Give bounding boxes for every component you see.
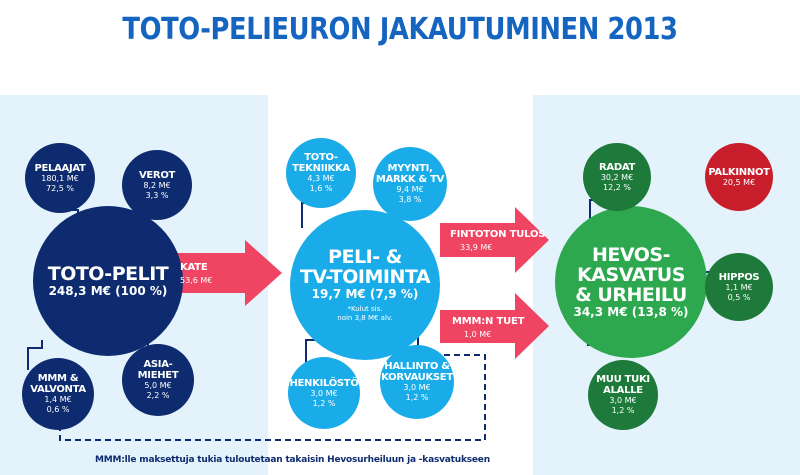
asiamiehet-title-line2: MIEHET <box>137 370 179 381</box>
page-title: TOTO-PELIEURON JAKAUTUMINEN 2013 <box>122 12 678 47</box>
fintoton-title: FINTOTON TULOS <box>450 229 546 240</box>
muu-tuki-title-line2: ALALLE <box>603 385 643 396</box>
peli-tv-note-line2: noin 3,8 M€ alv. <box>337 314 393 322</box>
pelaajat-circle <box>25 143 95 213</box>
asiamiehet-circle <box>122 344 194 416</box>
tototekniikka-title-line1: TOTO- <box>304 152 338 163</box>
myynti-circle <box>373 147 447 221</box>
tototekniikka-circle <box>286 138 356 208</box>
mmm-pct: 0,6 % <box>46 405 70 414</box>
hallinto-circle <box>380 345 454 419</box>
palkinnot-circle <box>705 143 773 211</box>
peli-tv-value: 19,7 M€ (7,9 %) <box>311 287 419 301</box>
hevoskasvatus-circle <box>555 206 707 358</box>
myynti-title-line1: MYYNTI, <box>387 163 433 174</box>
fintoton-value: 33,9 M€ <box>460 243 493 252</box>
hevoskasvatus-value: 34,3 M€ (13,8 %) <box>573 304 689 319</box>
hallinto-title-line1: HALLINTO & <box>384 361 450 372</box>
tototekniikka-value: 4,3 M€ <box>307 174 335 183</box>
henkilosto-circle <box>288 357 360 429</box>
pelaajat-title: PELAAJAT <box>34 162 86 174</box>
asiamiehet-value: 5,0 M€ <box>144 381 172 390</box>
radat-value: 30,2 M€ <box>600 172 634 182</box>
pelaajat-value: 180,1 M€ <box>41 173 79 183</box>
verot-circle <box>122 150 192 220</box>
mmm-title-line1: MMM & <box>37 373 79 384</box>
verot-pct: 3,3 % <box>145 190 169 200</box>
verot-value: 8,2 M€ <box>143 180 171 190</box>
kate-title: KATE <box>180 262 208 273</box>
tototekniikka-pct: 1,6 % <box>309 184 333 193</box>
mmm-title-line2: VALVONTA <box>30 384 86 395</box>
radat-circle <box>583 143 651 211</box>
hippos-circle <box>705 253 773 321</box>
henkilosto-pct: 1,2 % <box>312 398 336 408</box>
muu-tuki-value: 3,0 M€ <box>609 396 637 405</box>
myynti-pct: 3,8 % <box>398 195 422 204</box>
verot-title: VEROT <box>138 169 176 181</box>
peli-tv-circle <box>290 210 440 360</box>
hippos-value: 1,1 M€ <box>725 282 753 292</box>
palkinnot-title: PALKINNOT <box>708 166 770 178</box>
mmm-tuet-title: MMM:N TUET <box>452 316 525 327</box>
hevoskasvatus-title-line1: HEVOS- <box>592 243 670 266</box>
myynti-title-line2: MARKK & TV <box>375 174 445 185</box>
hippos-title: HIPPOS <box>718 271 760 283</box>
hippos-pct: 0,5 % <box>727 292 751 302</box>
peli-tv-title-line2: TV-TOIMINTA <box>299 266 431 288</box>
muu-tuki-title-line1: MUU TUKI <box>596 374 650 385</box>
mmm-valvonta-circle <box>22 358 94 430</box>
toto-pelit-value: 248,3 M€ (100 %) <box>48 283 168 298</box>
asiamiehet-pct: 2,2 % <box>146 391 170 400</box>
mmm-tuet-value: 1,0 M€ <box>464 330 492 339</box>
footnote: MMM:lle maksettuja tukia tuloutetaan takaisin Hevosurheiluun ja -kasvatukseen <box>95 455 490 465</box>
asiamiehet-title-line1: ASIA- <box>143 359 173 370</box>
hallinto-pct: 1,2 % <box>405 393 429 402</box>
palkinnot-value: 20,5 M€ <box>722 177 756 187</box>
radat-title: RADAT <box>598 161 636 173</box>
pelaajat-pct: 72,5 % <box>46 183 74 193</box>
peli-tv-title-line1: PELI- & <box>328 246 402 268</box>
radat-pct: 12,2 % <box>603 182 631 192</box>
muu-tuki-circle <box>588 360 658 430</box>
peli-tv-note-line1: *Kulut sis. <box>347 305 383 313</box>
hallinto-title-line2: KORVAUKSET <box>381 372 453 383</box>
mmm-value: 1,4 M€ <box>44 395 72 404</box>
tototekniikka-title-line2: TEKNIIKKA <box>292 163 350 174</box>
kate-value: 53,6 M€ <box>180 276 213 285</box>
myynti-value: 9,4 M€ <box>396 185 424 194</box>
hevoskasvatus-title-line2: KASVATUS <box>577 263 685 286</box>
kate-arrow <box>172 240 282 306</box>
muu-tuki-pct: 1,2 % <box>611 406 635 415</box>
fintoton-arrow <box>440 207 549 273</box>
henkilosto-value: 3,0 M€ <box>310 388 338 398</box>
toto-pelit-title: TOTO-PELIT <box>47 262 169 285</box>
henkilosto-title: HENKILÖSTÖ <box>289 377 359 389</box>
hallinto-value: 3,0 M€ <box>403 383 431 392</box>
hevoskasvatus-title-line3: & URHEILU <box>575 283 687 306</box>
toto-pelit-circle <box>33 206 183 356</box>
